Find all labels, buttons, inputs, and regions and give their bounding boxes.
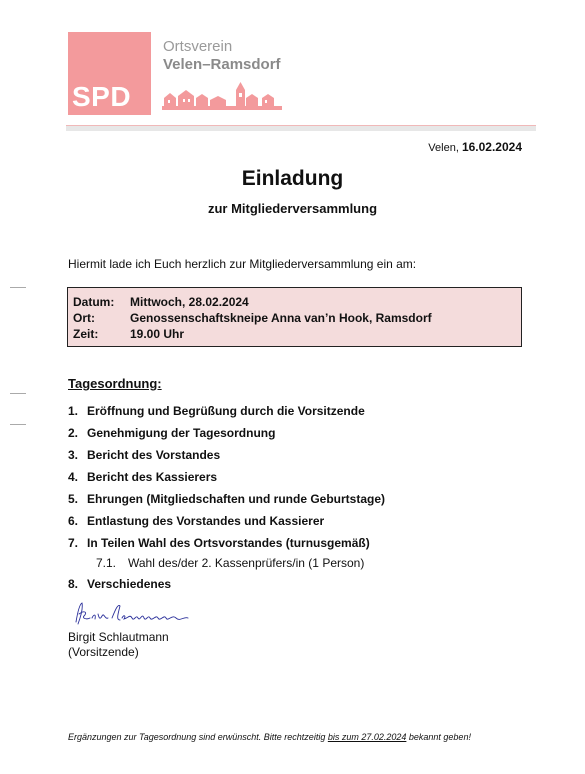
agenda-item: 6. Entlastung des Vorstandes und Kassierer	[68, 514, 325, 528]
agenda-item: 3. Bericht des Vorstandes	[68, 448, 221, 462]
info-value: Genossenschaftskneipe Anna van’n Hook, Ramsdorf	[130, 311, 432, 325]
agenda-heading: Tagesordnung:	[68, 376, 162, 391]
handwritten-signature	[72, 600, 192, 630]
info-key: Zeit:	[73, 327, 99, 341]
margin-mark	[10, 393, 26, 394]
date-prefix: Velen,	[428, 142, 462, 154]
signer-name: Birgit Schlautmann	[68, 630, 169, 644]
info-key: Datum:	[73, 295, 115, 309]
footer-note: Ergänzungen zur Tagesordnung sind erwünscht. Bitte rechtzeitig bis zum 27.02.2024 bekannt geben!	[68, 732, 471, 742]
signer-role: (Vorsitzende)	[68, 645, 139, 659]
agenda-item: 5. Ehrungen (Mitgliedschaften und runde Geburtstage)	[68, 492, 386, 506]
margin-mark	[10, 287, 26, 288]
agenda-item: 4. Bericht des Kassierers	[68, 470, 218, 484]
agenda-subitem: 7.1. Wahl des/der 2. Kassenprüfers/in (1 Person)	[96, 556, 365, 570]
logo-text: SPD	[72, 81, 132, 112]
agenda-item: 1. Eröffnung und Begrüßung durch die Vorsitzende	[68, 404, 365, 418]
header-divider	[66, 125, 536, 131]
org-name-line1: Ortsverein	[163, 38, 233, 55]
agenda-item: 7. In Teilen Wahl des Ortsvorstandes (turnusgemäß)	[68, 536, 370, 550]
intro-text: Hiermit lade ich Euch herzlich zur Mitgliederversammlung ein am:	[68, 257, 417, 271]
margin-mark	[10, 424, 26, 425]
info-value: Mittwoch, 28.02.2024	[130, 295, 249, 309]
town-skyline-icon	[162, 80, 282, 116]
page-subtitle: zur Mitgliederversammlung	[207, 201, 378, 216]
date-value: 16.02.2024	[461, 140, 522, 154]
letter-date	[428, 140, 522, 154]
meeting-info-box	[67, 287, 522, 347]
info-key: Ort:	[73, 311, 95, 325]
page-title: Einladung	[241, 167, 344, 190]
agenda-item: 2. Genehmigung der Tagesordnung	[68, 426, 276, 440]
info-value: 19.00 Uhr	[130, 327, 185, 341]
footer-deadline: bis zum 27.02.2024	[327, 732, 407, 742]
agenda-item: 8. Verschiedenes	[68, 577, 172, 591]
spd-logo	[68, 32, 151, 115]
org-name-line2: Velen–Ramsdorf	[163, 56, 281, 73]
